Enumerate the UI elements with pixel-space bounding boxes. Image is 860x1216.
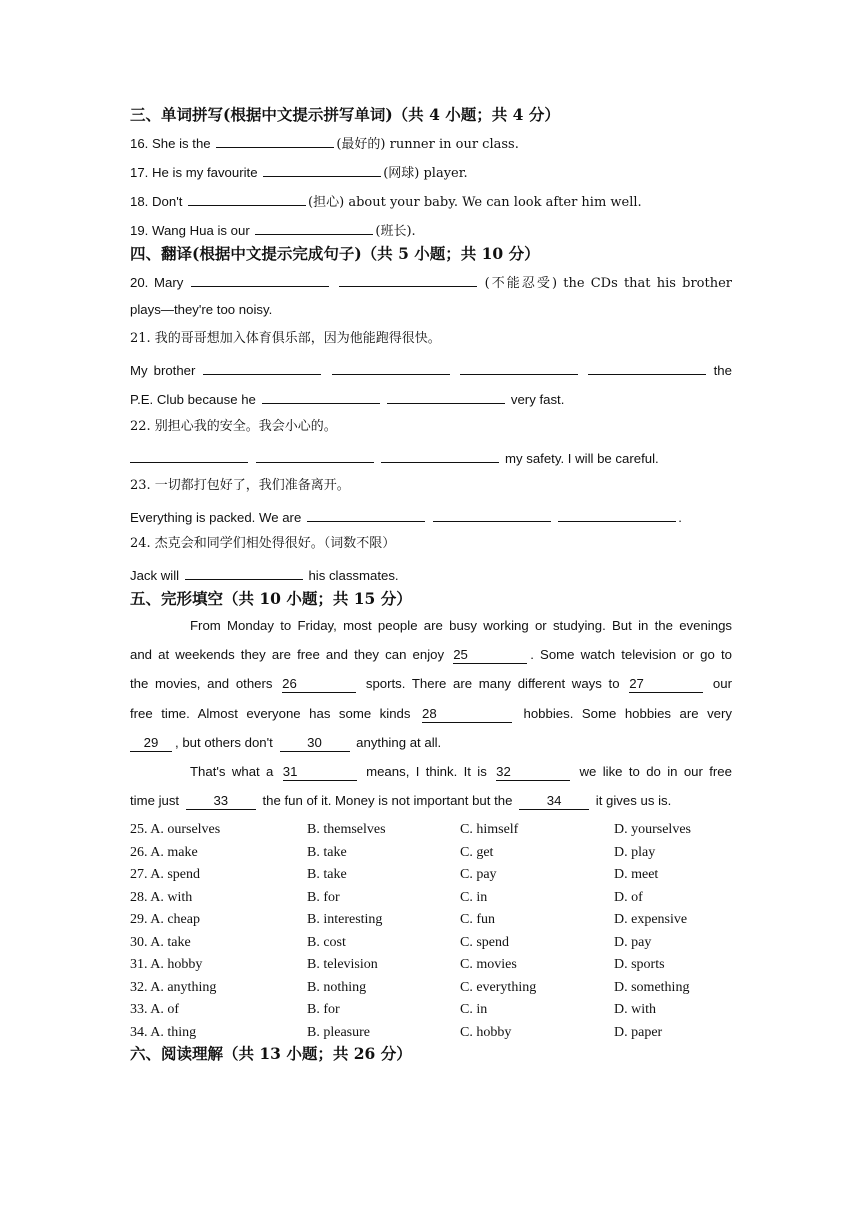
answer-blank[interactable] bbox=[387, 389, 505, 404]
question-20-cont: plays—they're too noisy. bbox=[130, 302, 273, 317]
section-3-heading: 三、单词拼写(根据中文提示拼写单词)（共 4 小题；共 4 分） bbox=[130, 105, 560, 124]
option-row bbox=[130, 999, 734, 1022]
option-c[interactable]: C. in bbox=[460, 1002, 488, 1017]
question-22-line: my safety. I will be careful. bbox=[130, 448, 732, 468]
option-b[interactable]: B. take bbox=[307, 844, 347, 860]
option-row bbox=[130, 909, 734, 932]
answer-blank[interactable] bbox=[216, 133, 334, 148]
answer-blank[interactable] bbox=[381, 448, 499, 463]
option-d[interactable]: D. expensive bbox=[614, 912, 688, 927]
option-c[interactable]: C. everything bbox=[460, 979, 537, 995]
answer-blank[interactable] bbox=[558, 507, 676, 522]
option-row bbox=[130, 932, 734, 955]
question-21-line1: My brother the bbox=[130, 360, 732, 380]
passage-line-1: From Monday to Friday, most people are busy working or studying. But in the evenings bbox=[190, 618, 732, 633]
option-c[interactable]: C. fun bbox=[460, 912, 495, 927]
blank-34[interactable]: 34 bbox=[519, 793, 589, 810]
answer-blank[interactable] bbox=[263, 162, 381, 177]
option-row bbox=[130, 864, 734, 887]
blank-29[interactable]: 29 bbox=[130, 735, 172, 752]
option-a[interactable]: 33. A. of bbox=[130, 1002, 179, 1017]
option-c[interactable]: C. movies bbox=[460, 957, 517, 972]
option-d[interactable]: D. of bbox=[614, 889, 643, 905]
blank-31[interactable]: 31 bbox=[283, 764, 357, 781]
option-row bbox=[130, 1022, 734, 1045]
cloze-options bbox=[130, 819, 734, 1044]
option-d[interactable]: D. paper bbox=[614, 1024, 663, 1040]
section-4-heading: 四、翻译(根据中文提示完成句子)（共 5 小题；共 10 分） bbox=[130, 244, 540, 263]
option-a[interactable]: 32. A. anything bbox=[130, 979, 217, 995]
question-19: 19. Wang Hua is our (班长). bbox=[130, 220, 732, 241]
question-16: 16. She is the (最好的) runner in our class. bbox=[130, 133, 732, 154]
answer-blank[interactable] bbox=[188, 191, 306, 206]
answer-blank[interactable] bbox=[130, 448, 248, 463]
option-d[interactable]: D. with bbox=[614, 1002, 656, 1017]
passage-line-3: the movies, and others 26 sports. There are many different ways to 27 our bbox=[130, 676, 732, 691]
option-a[interactable]: 34. A. thing bbox=[130, 1024, 197, 1040]
option-c[interactable]: C. hobby bbox=[460, 1024, 512, 1040]
answer-blank[interactable] bbox=[460, 360, 578, 375]
option-b[interactable]: B. interesting bbox=[307, 912, 383, 927]
option-row bbox=[130, 954, 734, 977]
option-b[interactable]: B. for bbox=[307, 1002, 340, 1017]
answer-blank[interactable] bbox=[339, 272, 477, 287]
option-a[interactable]: 30. A. take bbox=[130, 934, 191, 950]
section-5-heading: 五、完形填空（共 10 小题；共 15 分） bbox=[130, 589, 412, 608]
passage-line-7: time just 33 the fun of it. Money is not important but the 34 it gives us is. bbox=[130, 793, 672, 808]
option-b[interactable]: B. pleasure bbox=[307, 1024, 370, 1040]
blank-27[interactable]: 27 bbox=[629, 676, 703, 693]
blank-28[interactable]: 28 bbox=[422, 706, 512, 723]
option-b[interactable]: B. cost bbox=[307, 934, 346, 950]
answer-blank[interactable] bbox=[256, 448, 374, 463]
question-18: 18. Don't (担心) about your baby. We can look after him well. bbox=[130, 191, 732, 212]
answer-blank[interactable] bbox=[588, 360, 706, 375]
option-a[interactable]: 27. A. spend bbox=[130, 867, 200, 882]
question-22-prompt: 22. 别担心我的安全。我会小心的。 bbox=[130, 419, 337, 434]
question-21-prompt: 21. 我的哥哥想加入体育俱乐部，因为他能跑得很快。 bbox=[130, 331, 441, 346]
option-b[interactable]: B. take bbox=[307, 867, 347, 882]
option-c[interactable]: C. spend bbox=[460, 934, 509, 950]
question-24-line: Jack will his classmates. bbox=[130, 565, 732, 585]
option-d[interactable]: D. meet bbox=[614, 867, 659, 882]
option-a[interactable]: 26. A. make bbox=[130, 844, 198, 860]
question-20: 20. Mary (不能忍受) the CDs that his brother bbox=[130, 272, 732, 293]
blank-33[interactable]: 33 bbox=[186, 793, 256, 810]
answer-blank[interactable] bbox=[255, 220, 373, 235]
question-23-line: Everything is packed. We are . bbox=[130, 507, 732, 527]
question-23-prompt: 23. 一切都打包好了，我们准备离开。 bbox=[130, 478, 350, 493]
answer-blank[interactable] bbox=[191, 272, 329, 287]
blank-30[interactable]: 30 bbox=[280, 735, 350, 752]
option-row bbox=[130, 842, 734, 865]
option-a[interactable]: 25. A. ourselves bbox=[130, 822, 221, 837]
option-d[interactable]: D. sports bbox=[614, 957, 665, 972]
question-17: 17. He is my favourite (网球) player. bbox=[130, 162, 732, 183]
option-d[interactable]: D. play bbox=[614, 844, 656, 860]
passage-line-4: free time. Almost everyone has some kinds 28 hobbies. Some hobbies are very bbox=[130, 706, 733, 721]
option-row bbox=[130, 977, 734, 1000]
answer-blank[interactable] bbox=[433, 507, 551, 522]
passage-line-6: That's what a 31 means, I think. It is 32 we like to do in our free bbox=[190, 764, 732, 779]
option-c[interactable]: C. in bbox=[460, 889, 488, 905]
option-a[interactable]: 29. A. cheap bbox=[130, 912, 200, 927]
passage-line-5: 29 , but others don't 30 anything at all. bbox=[130, 734, 732, 752]
option-b[interactable]: B. themselves bbox=[307, 822, 386, 837]
option-c[interactable]: C. himself bbox=[460, 822, 519, 837]
section-6-heading: 六、阅读理解（共 13 小题；共 26 分） bbox=[130, 1044, 412, 1063]
option-c[interactable]: C. get bbox=[460, 844, 494, 860]
answer-blank[interactable] bbox=[203, 360, 321, 375]
blank-32[interactable]: 32 bbox=[496, 764, 570, 781]
option-d[interactable]: D. something bbox=[614, 979, 690, 995]
option-a[interactable]: 31. A. hobby bbox=[130, 957, 203, 972]
option-d[interactable]: D. yourselves bbox=[614, 822, 691, 837]
blank-25[interactable]: 25 bbox=[453, 647, 527, 664]
option-b[interactable]: B. nothing bbox=[307, 979, 367, 995]
option-a[interactable]: 28. A. with bbox=[130, 889, 193, 905]
answer-blank[interactable] bbox=[185, 565, 303, 580]
answer-blank[interactable] bbox=[262, 389, 380, 404]
option-c[interactable]: C. pay bbox=[460, 867, 497, 882]
option-b[interactable]: B. television bbox=[307, 957, 378, 972]
passage-line-2: and at weekends they are free and they can enjoy 25 . Some watch television or go to bbox=[130, 647, 732, 662]
question-21-line2: P.E. Club because he very fast. bbox=[130, 389, 732, 409]
question-24-prompt: 24. 杰克会和同学们相处得很好。（词数不限） bbox=[130, 536, 396, 551]
option-d[interactable]: D. pay bbox=[614, 934, 652, 950]
option-row bbox=[130, 887, 734, 910]
blank-26[interactable]: 26 bbox=[282, 676, 356, 693]
answer-blank[interactable] bbox=[307, 507, 425, 522]
option-row bbox=[130, 819, 734, 842]
option-b[interactable]: B. for bbox=[307, 889, 340, 905]
answer-blank[interactable] bbox=[332, 360, 450, 375]
